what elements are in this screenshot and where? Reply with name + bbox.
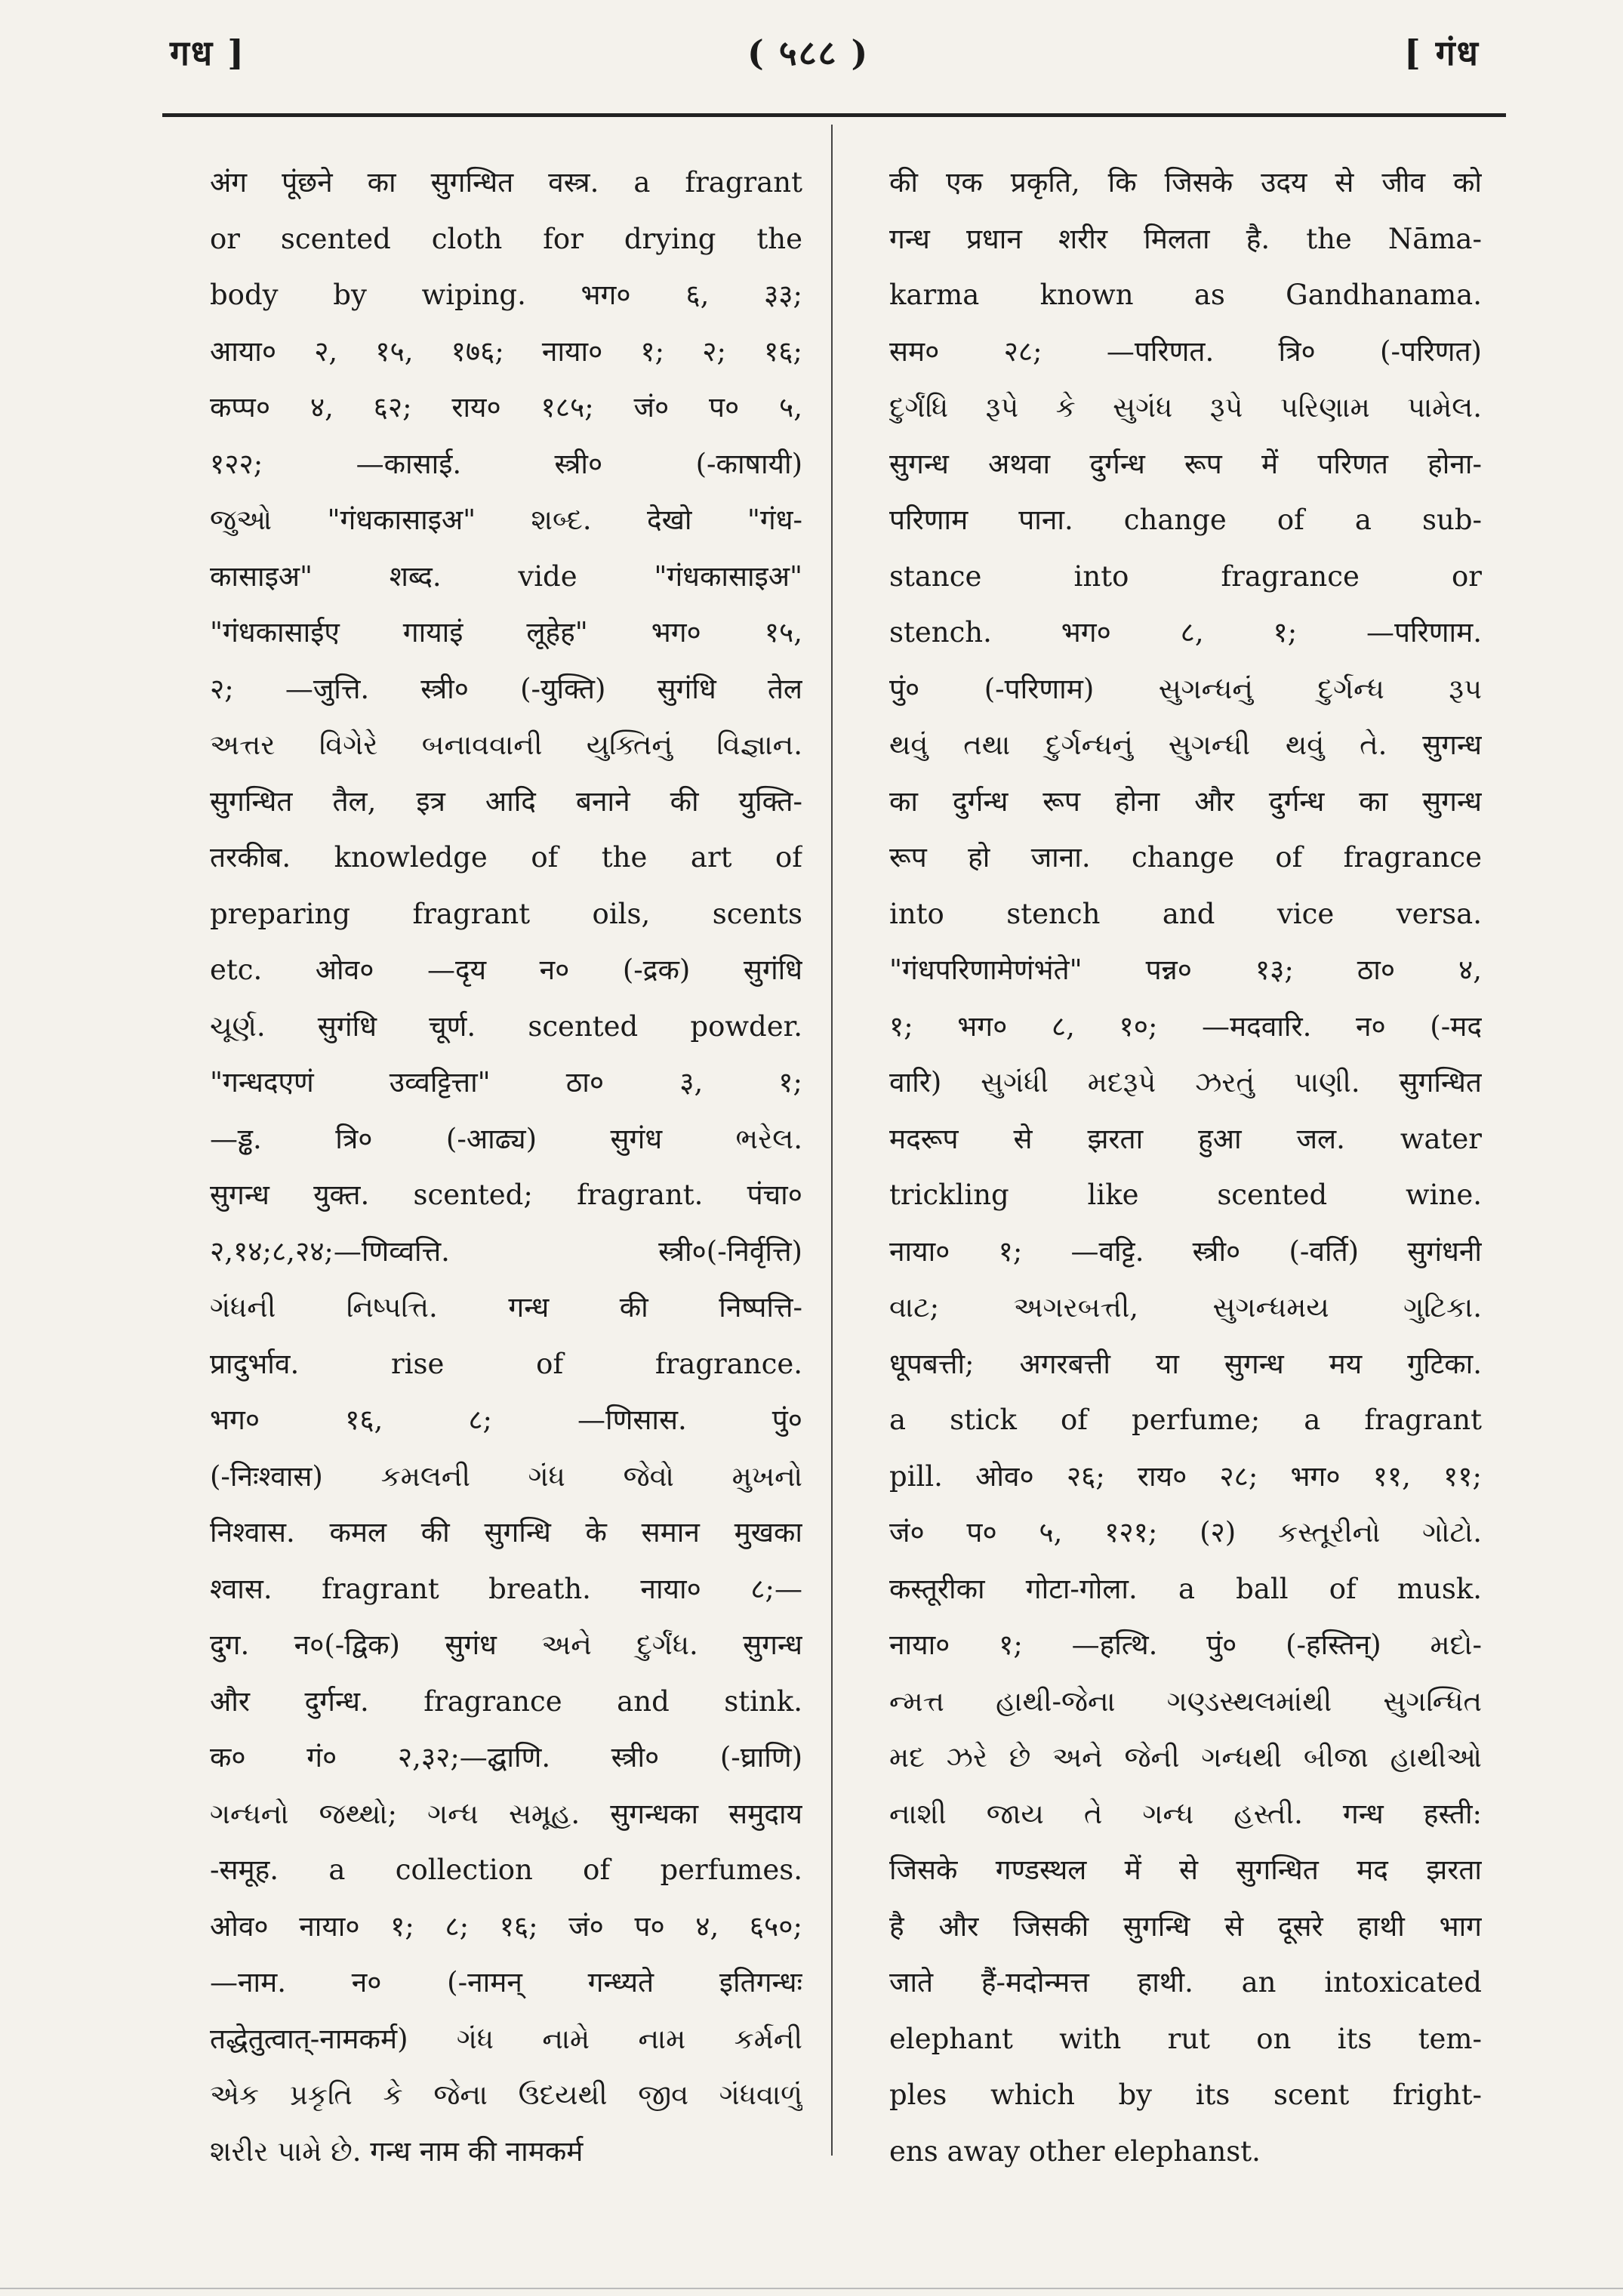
text-line: ગંધની નિષ્પત્તિ. गन्ध की निष्पत्ति- — [210, 1291, 802, 1324]
text-line: "गन्धदएणं उव्वट्टित्ता" ठा० ३, १; — [210, 1066, 802, 1099]
text-line: મદ ઝરે છે અને જેની ગન્ધથી બીજા હાથીઓ — [889, 1741, 1482, 1774]
text-line: દુર્ગંધિ રૂપે કે સુગંધ રૂપે પરિણામ પામેલ. — [889, 391, 1482, 424]
text-line: निश्वास. कमल की सुगन्धि के समान मुखका — [210, 1516, 802, 1549]
text-line: जाते हैं-मदोन्मत्त हाथी. an intoxicated — [889, 1966, 1482, 1999]
text-line: preparing fragrant oils, scents — [210, 897, 802, 930]
text-line: वारि) સુગંધી મદરૂપે ઝરતું પાણી. सुगन्धित — [889, 1066, 1482, 1099]
text-line: એક પ્રકૃતિ કે જેના ઉદયથી જીવ ગંધવાળું — [210, 2079, 802, 2111]
text-line: trickling like scented wine. — [889, 1179, 1482, 1211]
page-number: ( ५८८ ) — [747, 32, 870, 73]
text-line: रूप हो जाना. change of fragrance — [889, 841, 1482, 874]
text-line: ચૂર્ણ. सुगंधि चूर्ण. scented powder. — [210, 1009, 802, 1043]
text-line: तद्धेतुत्वात्-नामकर्म) ગંધ નામે નામ કર્મની — [210, 2022, 802, 2055]
text-line: नाया० १; —वट्टि. स्त्री० (-वर्ति) सुगंधनी — [889, 1234, 1482, 1268]
text-line: नाया० १; —हत्थि. पुं० (-हस्तिन्) મદો- — [889, 1629, 1482, 1661]
text-line: जं० प० ५, १२१; (२) કસ્તૂરીનો ગોટો. — [889, 1516, 1482, 1549]
text-line: અત્તર વિગેરે બનાવવાની યુક્તિનું વિજ્ઞાન. — [210, 729, 802, 761]
text-line: है और जिसकी सुगन्धि से दूसरे हाथी भाग — [889, 1909, 1482, 1943]
text-line: अंग पूंछने का सुगन्धित वस्त्र. a fragrant — [210, 166, 802, 199]
text-line: गन्ध प्रधान शरीर मिलता है. the Nāma- — [889, 222, 1482, 255]
text-line: elephant with rut on its tem- — [889, 2022, 1482, 2055]
text-line: सुगन्ध युक्त. scented; fragrant. पंचा० — [210, 1179, 802, 1211]
text-line: pill. ओव० २६; राय० २८; भग० ११, ११; — [889, 1459, 1482, 1493]
text-line: શરીર પામે છે. गन्ध नाम की नामकर्म — [210, 2134, 584, 2168]
text-line: की एक प्रकृति, कि जिसके उदय से जीव को — [889, 166, 1482, 199]
text-line: १२२; —कासाई. स्त्री० (-काषायी) — [210, 447, 802, 480]
text-line: तरकीब. knowledge of the art of — [210, 841, 802, 874]
text-line: "गंधपरिणामेणंभंते" पन्न० १३; ठा० ४, — [889, 954, 1482, 986]
text-line: stance into fragrance or — [889, 559, 1482, 593]
text-line: भग० १६, ८; —णिसास. पुं० — [210, 1404, 802, 1436]
right-column — [889, 155, 1482, 2180]
text-line: "गंधकासाईए गायाइं लूहेह" भग० १५, — [210, 616, 802, 649]
text-line: आया० २, १५, १७६; नाया० १; २; १६; — [210, 334, 802, 368]
text-line: into stench and vice versa. — [889, 897, 1482, 930]
text-line: २; —जुत्ति. स्त्री० (-युक्ति) सुगंधि तेल — [210, 672, 802, 705]
page-bottom-edge — [0, 2288, 1623, 2289]
text-line: दुग. न०(-द्विक) सुगंध અને દુર્ગંધ. सुगन्ध — [210, 1629, 802, 1661]
text-line: कस्तूरीका गोटा-गोला. a ball of musk. — [889, 1572, 1482, 1605]
column-divider — [831, 125, 833, 2156]
text-line: और दुर्गन्ध. fragrance and stink. — [210, 1684, 802, 1718]
header-right-catchword: [ गंध — [1404, 32, 1480, 73]
text-line: ples which by its scent fright- — [889, 2079, 1482, 2111]
text-line: क० गं० २,३२;—द्घाणि. स्त्री० (-घ्राणि) — [210, 1741, 802, 1774]
text-line: श्वास. fragrant breath. नाया० ८;— — [210, 1572, 802, 1605]
text-line: —नाम. न० (-नामन् गन्ध्यते इतिगन्धः — [210, 1966, 802, 1999]
header-rule — [162, 113, 1506, 117]
text-line: વાટ; અગરબત્તી, સુગન્ધમય ગુટિકા. — [889, 1291, 1482, 1324]
text-line: -समूह. a collection of perfumes. — [210, 1854, 802, 1886]
text-line: karma known as Gandhanama. — [889, 279, 1482, 311]
text-line: —ड्ढ. त्रि० (-आढ्य) सुगंध ભરેલ. — [210, 1122, 802, 1155]
text-line: कप्प० ४, ६२; राय० १८५; जं० प० ५, — [210, 391, 802, 424]
text-line: जिसके गण्डस्थल में से सुगन्धित मद झरता — [889, 1854, 1482, 1886]
text-line: धूपबत्ती; अगरबत्ती या सुगन्ध मय गुटिका. — [889, 1347, 1482, 1380]
text-line: कासाइअ" शब्द. vide "गंधकासाइअ" — [210, 559, 802, 593]
header-left-catchword: गध ] — [170, 32, 245, 73]
text-line: पुं० (-परिणाम) સુગન્ધનું દુર્ગન્ધ રૂપ — [889, 672, 1482, 705]
text-line: ओव० नाया० १; ८; १६; जं० प० ४, ६५०; — [210, 1909, 802, 1943]
text-line: मदरूप से झरता हुआ जल. water — [889, 1122, 1482, 1155]
text-line: (-निःश्वास) કમલની ગંધ જેવો મુખનો — [210, 1459, 802, 1493]
text-line: જુઓ "गंधकासाइअ" શબ્દ. देखो "गंध- — [210, 504, 802, 536]
text-line: का दुर्गन्ध रूप होना और दुर्गन्ध का सुगन्ध — [889, 784, 1482, 818]
text-line: etc. ओव० —दृय न० (-द्रक) सुगंधि — [210, 954, 802, 986]
text-line: १; भग० ८, १०; —मदवारि. न० (-मद — [889, 1009, 1482, 1043]
text-line: ens away other elephanst. — [889, 2134, 1261, 2168]
text-line: body by wiping. भग० ६, ३३; — [210, 279, 802, 311]
text-line: प्रादुर्भाव. rise of fragrance. — [210, 1347, 802, 1380]
text-line: २,१४;८,२४;—णिव्वत्ति. स्त्री०(-निर्वृत्ति) — [210, 1234, 802, 1268]
text-line: થવું તથા દુર્ગન્ધનું સુગન્ધી થવું તે. सुगन्ध — [889, 729, 1482, 761]
text-line: सुगन्धित तैल, इत्र आदि बनाने की युक्ति- — [210, 784, 802, 818]
text-line: सम० २८; —परिणत. त्रि० (-परिणत) — [889, 334, 1482, 368]
text-line: a stick of perfume; a fragrant — [889, 1404, 1482, 1436]
text-line: or scented cloth for drying the — [210, 222, 802, 255]
text-line: નાશી જાય તે ગન્ધ હસ્તી. गन्ध हस्ती: — [889, 1797, 1482, 1830]
text-line: परिणाम पाना. change of a sub- — [889, 504, 1482, 536]
text-line: stench. भग० ८, १; —परिणाम. — [889, 616, 1482, 649]
text-line: ન્મત્ત હાથી-જેના ગણ્ડસ્થલમાંથી સુગન્ધિત — [889, 1684, 1482, 1718]
text-line: ગન્ધનો જથ્થો; ગન્ધ સમૂહ. सुगन्धका समुदाय — [210, 1797, 802, 1830]
text-line: सुगन्ध अथवा दुर्गन्ध रूप में परिणत होना- — [889, 447, 1482, 480]
left-column — [210, 155, 802, 2180]
